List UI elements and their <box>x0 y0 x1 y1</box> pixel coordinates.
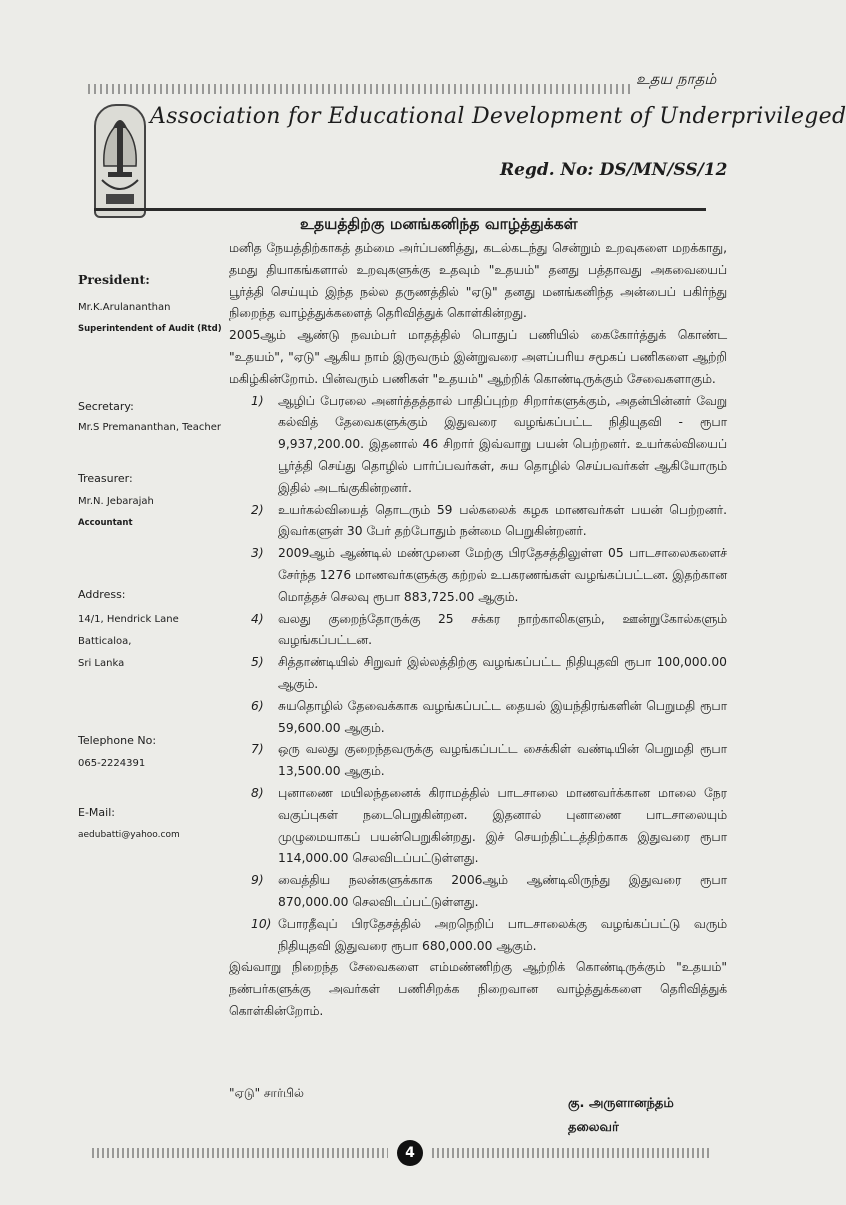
treasurer-label: Treasurer: <box>78 472 133 485</box>
email-value: aedubatti@yahoo.com <box>78 830 180 840</box>
treasurer-name: Mr.N. Jebarajah <box>78 496 154 507</box>
services-list <box>229 391 727 958</box>
item-number: 9) <box>251 873 264 888</box>
item-text: புனாணை மயிலந்தனைக் கிராமத்தில் பாடசாலை மாணவர்க்கான மாலை நேர வகுப்புகள் நடைபெறுகின்றன. இதனால் புனாணை பாடசாலையும் முழுமையாகப் பயன்பெறுகின்றது. இச் செயற்திட்டத்திற்காக இதுவரை ரூபா 114,000.00 செலவிடப்பட்டுள்ளது. <box>278 785 727 866</box>
bottom-decorative-border-left <box>92 1148 388 1158</box>
list-item <box>229 391 727 500</box>
item-text: உயர்கல்வியைத் தொடரும் 59 பல்கலைக் கழக மாணவர்கள் பயன் பெற்றனர். இவர்களுள் 30 பேர் தற்போதும் நன்மை பெறுகின்றனர். <box>278 502 727 539</box>
secretary-name: Mr.S Premananthan, Teacher <box>78 422 221 433</box>
address-label: Address: <box>78 588 126 601</box>
email-label: E-Mail: <box>78 806 115 819</box>
registration-number: Regd. No: DS/MN/SS/12 <box>500 160 728 180</box>
item-text: சித்தாண்டியில் சிறுவர் இல்லத்திற்கு வழங்கப்பட்ட நிதியுதவி ரூபா 100,000.00 ஆகும். <box>278 655 727 691</box>
bottom-decorative-border-right <box>432 1148 712 1158</box>
item-number: 6) <box>251 698 264 713</box>
top-decorative-border <box>88 84 633 94</box>
running-header: உதய நாதம் <box>636 70 717 88</box>
on-behalf-text: "ஏடு" சார்பில் <box>229 1086 304 1100</box>
item-number: 3) <box>251 546 264 561</box>
intro-paragraph-1: மனித நேயத்திற்காகத் தம்மை அர்ப்பணித்து, கடல்கடந்து சென்றும் உறவுகளை மறக்காது, தமது தியாகங்களால் உறவுகளுக்கு உதவும் "உதயம்" தனது பத்தாவது அகவையைப் பூர்த்தி செய்யும் இந்த நல்ல தருணத்தில் "ஏடு" தனது மனங்கனிந்த அன்பைப் பகிர்ந்து நிறைந்த வாழ்த்துக்களைத் தெரிவித்துக் கொள்கின்றது. <box>229 241 727 321</box>
list-item <box>229 500 727 544</box>
treasurer-role: Accountant <box>78 518 133 528</box>
secretary-label: Secretary: <box>78 400 134 413</box>
closing-paragraph: இவ்வாறு நிறைந்த சேவைகளை எம்மண்ணிற்கு ஆற்றிக் கொண்டிருக்கும் "உதயம்" நண்பர்களுக்கு அவர்கள் பணிசிறக்க நிறைவான வாழ்த்துக்களை தெரிவித்துக் கொள்கின்றோம். <box>229 960 727 1018</box>
intro-paragraph-2: 2005ஆம் ஆண்டு நவம்பர் மாதத்தில் பொதுப் பணியில் கைகோர்த்துக் கொண்ட "உதயம்", "ஏடு" ஆகிய நாம் இருவரும் இன்றுவரை அளப்பரிய சமூகப் பணிகளை ஆற்றி மகிழ்கின்றோம். பின்வரும் பணிகள் "உதயம்" ஆற்றிக் கொண்டிருக்கும் சேவைகளாகும். <box>229 328 727 386</box>
address-line-1: 14/1, Hendrick Lane <box>78 614 179 625</box>
list-item <box>229 739 727 783</box>
organization-logo <box>94 104 146 218</box>
item-number: 1) <box>251 393 264 408</box>
list-item <box>229 609 727 653</box>
telephone-label: Telephone No: <box>78 734 157 747</box>
item-number: 5) <box>251 655 264 670</box>
list-item <box>229 543 727 608</box>
item-number: 2) <box>251 502 264 517</box>
item-text: 2009ஆம் ஆண்டில் மண்முனை மேற்கு பிரதேசத்திலுள்ள 05 பாடசாலைகளைச் சேர்ந்த 1276 மாணவர்களுக்கு கற்றல் உபகரணங்கள் வழங்கப்பட்டன. இதற்கான மொத்தச் செலவு ரூபா 883,725.00 ஆகும். <box>278 546 727 604</box>
item-text: வலது குறைந்தோருக்கு 25 சக்கர நாற்காலிகளும், ஊன்றுகோல்களும் வழங்கப்பட்டன. <box>278 611 727 648</box>
item-text: வைத்திய நலன்களுக்காக 2006ஆம் ஆண்டிலிருந்து இதுவரை ரூபா 870,000.00 செலவிடப்பட்டுள்ளது. <box>278 873 727 909</box>
item-text: ஆழிப் பேரலை அனர்த்தத்தால் பாதிப்புற்ற சிறார்களுக்கும், அதன்பின்னர் வேறு கல்வித் தேவைகளுக்கும் இதுவரை வழங்கப்பட்ட நிதியுதவி - ரூபா 9,937,200.00. இதனால் 46 சிறார் இவ்வாறு பயன் பெற்றனர். உயர்கல்வியைப் பூர்த்தி செய்து தொழில் பார்ப்பவர்கள், சுய தொழில் செய்பவர்கள் ஆகியோரும் இதில் அடங்குகின்றனர். <box>278 393 727 495</box>
president-role: Superintendent of Audit (Rtd) <box>78 324 222 334</box>
item-text: சுயதொழில் தேவைக்காக வழங்கப்பட்ட தையல் இயந்திரங்களின் பெறுமதி ரூபா 59,600.00 ஆகும். <box>278 698 727 735</box>
signatory-name: கு. அருளானந்தம் <box>568 1096 674 1111</box>
list-item <box>229 652 727 696</box>
item-number: 7) <box>251 742 264 757</box>
address-line-2: Batticaloa, <box>78 636 132 647</box>
organization-name: Association for Educational Development of Underprivileged <box>150 104 846 129</box>
item-number: 8) <box>251 785 264 800</box>
letter-body <box>229 238 727 1023</box>
item-text: ஒரு வலது குறைந்தவருக்கு வழங்கப்பட்ட சைக்கிள் வண்டியின் பெறுமதி ரூபா 13,500.00 ஆகும். <box>278 742 727 779</box>
list-item <box>229 783 727 870</box>
telephone-value: 065-2224391 <box>78 758 146 769</box>
header-rule <box>94 208 706 211</box>
torch-emblem-icon <box>96 106 144 216</box>
president-label: President: <box>78 272 150 287</box>
list-item <box>229 914 727 958</box>
address-line-3: Sri Lanka <box>78 658 125 669</box>
item-number: 4) <box>251 611 264 626</box>
signatory-title: தலைவர் <box>568 1120 619 1135</box>
list-item <box>229 870 727 914</box>
page-title: உதயத்திற்கு மனங்கனிந்த வாழ்த்துக்கள் <box>300 215 578 233</box>
page-number: 4 <box>397 1140 423 1166</box>
list-item <box>229 696 727 740</box>
president-name: Mr.K.Arulananthan <box>78 302 171 313</box>
item-text: போரதீவுப் பிரதேசத்தில் அறநெறிப் பாடசாலைக்கு வழங்கப்பட்டு வரும் நிதியுதவி இதுவரை ரூபா 680,000.00 ஆகும். <box>278 916 727 953</box>
item-number: 10) <box>251 916 272 931</box>
